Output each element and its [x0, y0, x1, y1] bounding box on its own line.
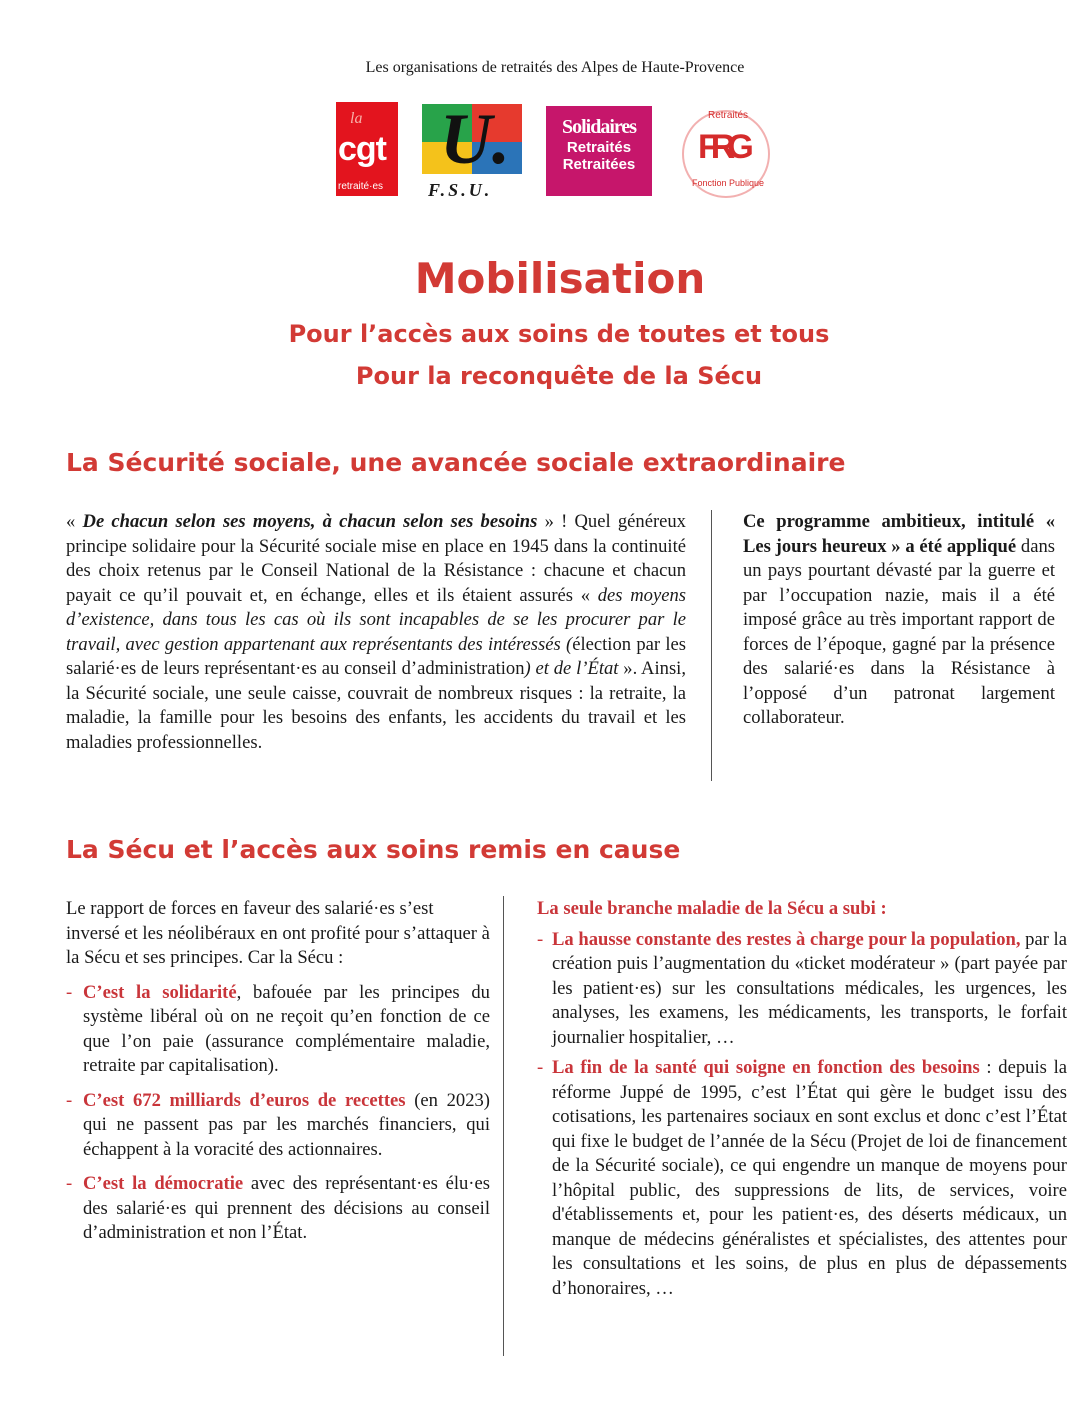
solidaires-logo-line2: Retraitées	[562, 156, 636, 173]
section2-intro: Le rapport de forces en faveur des salarié·es s’est inversé et les néolibéraux en ont profité pour s’attaquer à la Sécu et ses principes. Car la Sécu :	[66, 898, 490, 968]
solidaires-logo-line1: Retraités	[566, 139, 632, 156]
subtitle-2: Pour la reconquête de la Sécu	[355, 362, 763, 390]
cgt-logo-small: la	[350, 110, 363, 127]
solidaires-logo	[546, 106, 652, 196]
section2-right-column	[537, 897, 1067, 1301]
list-item-restes-a-charge: - La hausse constante des restes à charge pour la population, par la création puis l’augmentation du «ticket modérateur » (part payée par les patient·es) sur les consultations médicales, les urgences, les analyses, les examens, les médicaments, les transports, le forfait journalier hospitalier, …	[537, 928, 1067, 1048]
section1-right-paragraph: Ce programme ambitieux, intitulé « Les jours heureux » a été appliqué dans un pays pourtant dévasté par la guerre et par l’occupation nazie, mais il a été imposé grâce au très important rapport de forces de l’époque, gagné par la présence des salarié·es dans la Résistance à l’opposé d’un patronat largement collaborateur.	[743, 511, 1055, 728]
section2-left-column	[66, 897, 490, 1246]
frg-logo-bottom: Fonction Publique	[692, 178, 765, 188]
cgt-logo-big: cgt	[338, 130, 386, 168]
list-item-democratie: - C’est la démocratie avec des représentant·es élu·es des salarié·es qui prennent des décisions au conseil d’administration et non l’État.	[66, 1173, 490, 1243]
column-divider-1	[711, 510, 712, 781]
frg-logo-mark: FRG	[698, 128, 746, 166]
frg-logo	[676, 104, 772, 200]
section1-left-paragraph: « De chacun selon ses moyens, à chacun selon ses besoins » ! Quel généreux principe solidaire pour la Sécurité sociale mise en place en 1945 dans la continuité des choix retenus par le Conseil National de la Résistance : chacune et chacun payait ce qu’il pouvait et, en échange, elles et ils étaient assurés « des moyens d’existence, dans tous les cas où ils sont incapables de se les procurer par le travail, avec gestion appartenant aux représentants des intéressés (élection par les salarié·es de leurs représentant·es au conseil d’administration) et de l’État ». Ainsi, la Sécurité sociale, une seule caisse, couvrait de nombreux risques : la retraite, la maladie, la famille pour les besoins des enfants, les accidents du travail et les maladies professionnelles.	[66, 511, 687, 753]
list-item-solidarite: - C’est la solidarité, bafouée par les principes du système libéral où on ne reçoit qu’en fonction de ce que l’on paie (assurance complémentaire maladie, retraite par capitalisation).	[66, 981, 490, 1076]
cgt-logo	[336, 102, 398, 196]
subtitle-1: Pour l’accès aux soins de toutes et tous	[288, 320, 830, 348]
fsu-logo	[422, 99, 522, 204]
page-title: Mobilisation	[414, 254, 706, 303]
list-item-recettes: - C’est 672 milliards d’euros de recettes (en 2023) qui ne passent pas par les marchés financiers, qui échappent à la voracité des actionnaires.	[66, 1089, 490, 1160]
fsu-logo-letter: U.	[440, 99, 510, 179]
solidaires-logo-big: Solidaires	[561, 116, 637, 138]
section1-heading: La Sécurité sociale, une avancée sociale extraordinaire	[66, 448, 846, 477]
section2-right-lead: La seule branche maladie de la Sécu a subi :	[537, 898, 887, 919]
frg-logo-top: Retraités	[708, 110, 749, 121]
logos-row	[330, 100, 790, 204]
fsu-logo-sub: F.S.U.	[428, 180, 493, 200]
cgt-logo-sub: retraité·es	[338, 181, 384, 192]
section2-heading: La Sécu et l’accès aux soins remis en cause	[66, 835, 681, 864]
header-organisations-line: Les organisations de retraités des Alpes de Haute-Provence	[365, 59, 745, 76]
list-item-fin-sante: - La fin de la santé qui soigne en fonction des besoins : depuis la réforme Juppé de 1995, c’est l’État qui gère le budget issu des cotisations, les partenaires sociaux en sont exclus et donc c’est l’État qui fixe le budget de l’année de la Sécu (Projet de loi de financement de la Sécurité sociale), ce qui engendre un manque de moyens pour l’hôpital public, des suppressions de lits, de services, voire d'établissements et, pour les patient·es, des déserts médicaux, un manque de médecins généralistes et spécialistes, des attentes pour les consultations et les soins, de plus en plus de dépassements d’honoraires, …	[537, 1057, 1067, 1299]
column-divider-2	[503, 896, 504, 1356]
